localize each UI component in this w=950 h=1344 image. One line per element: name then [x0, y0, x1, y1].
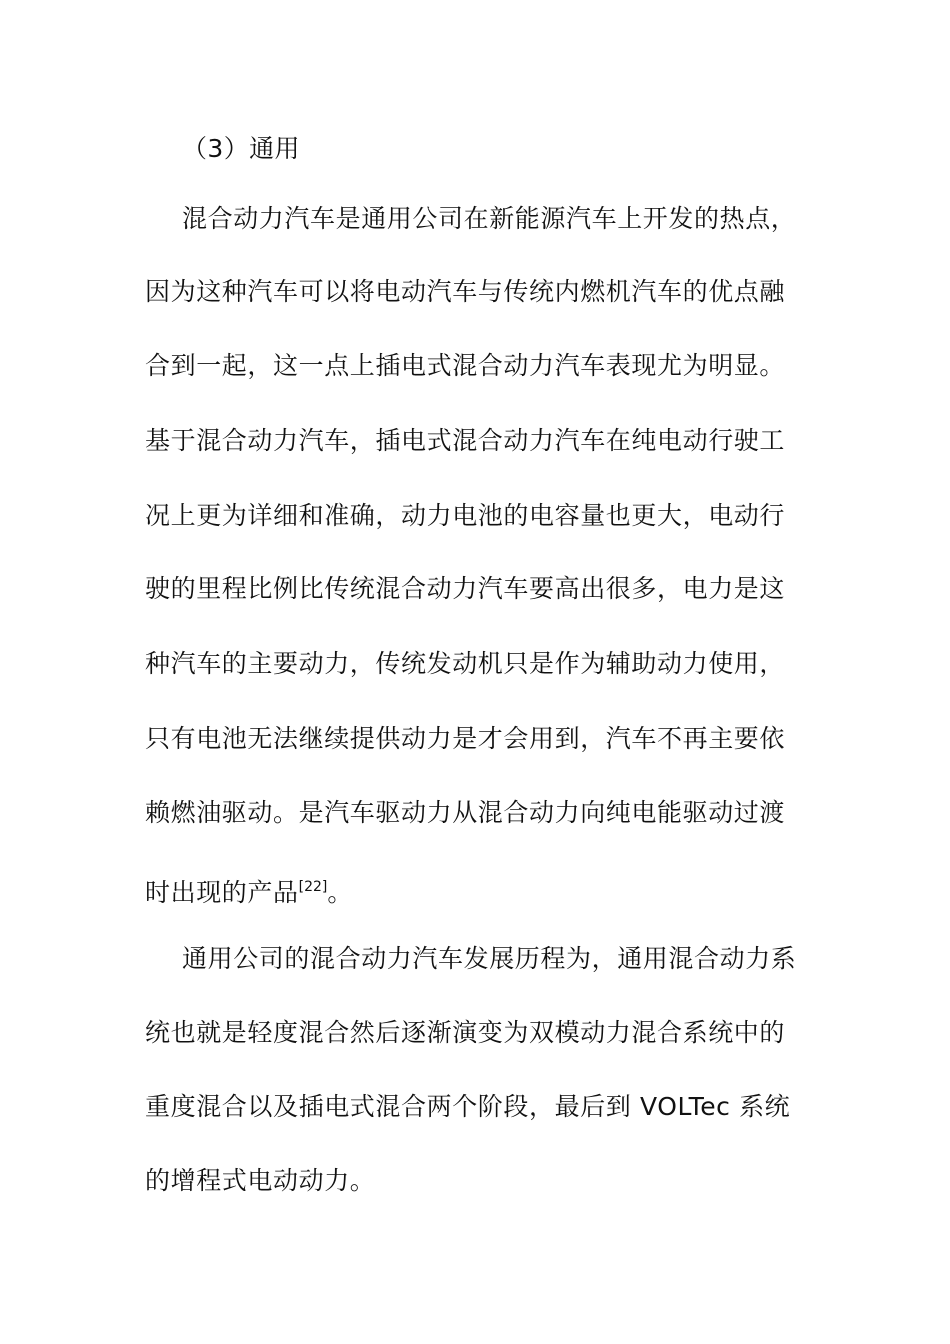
paragraph1-line-8: 只有电池无法继续提供动力是才会用到，汽车不再主要依 — [145, 724, 786, 753]
paragraph1-line-2: 因为这种汽车可以将电动汽车与传统内燃机汽车的优点融 — [145, 277, 786, 306]
paragraph1-line-1: 混合动力汽车是通用公司在新能源汽车上开发的热点， — [182, 204, 797, 233]
paragraph2-line-2: 统也就是轻度混合然后逐渐演变为双模动力混合系统中的 — [145, 1018, 786, 1047]
paragraph1-line-9: 赖燃油驱动。是汽车驱动力从混合动力向纯电能驱动过渡 — [145, 798, 786, 827]
paragraph1-line-10 — [145, 870, 353, 907]
paragraph1-line-3: 合到一起，这一点上插电式混合动力汽车表现尤为明显。 — [145, 351, 786, 380]
paragraph1-last-line-text: 时出现的产品 — [145, 878, 299, 907]
paragraph2-line-4: 的增程式电动动力。 — [145, 1166, 376, 1195]
paragraph2-line-1: 通用公司的混合动力汽车发展历程为，通用混合动力系 — [182, 944, 797, 973]
section-heading: （3）通用 — [182, 134, 300, 163]
paragraph2-line-3: 重度混合以及插电式混合两个阶段，最后到 VOLTec 系统 — [145, 1092, 791, 1121]
paragraph1-line-5: 况上更为详细和准确，动力电池的电容量也更大，电动行 — [145, 501, 786, 530]
paragraph1-last-line-end: 。 — [327, 878, 353, 907]
paragraph1-line-6: 驶的里程比例比传统混合动力汽车要高出很多，电力是这 — [145, 574, 786, 603]
paragraph1-line-4: 基于混合动力汽车，插电式混合动力汽车在纯电动行驶工 — [145, 426, 786, 455]
paragraph1-line-7: 种汽车的主要动力，传统发动机只是作为辅助动力使用， — [145, 649, 786, 678]
citation-reference: [22] — [298, 879, 328, 895]
